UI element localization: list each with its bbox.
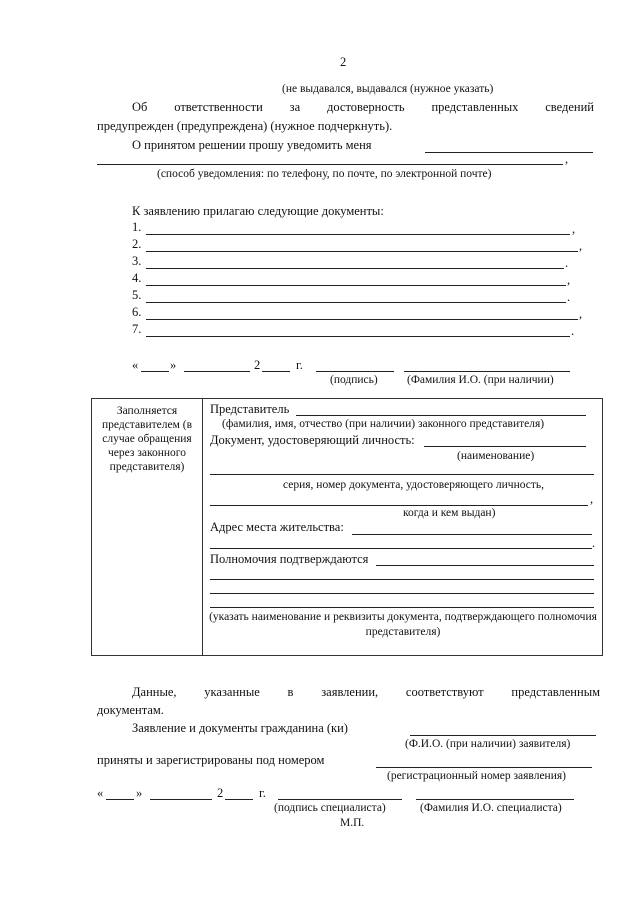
attachment-field-2[interactable] <box>146 251 578 252</box>
representative-box-note: Заполняется представителем (в случае обращения через законного представителя) <box>101 405 193 473</box>
page-number: 2 <box>340 55 347 69</box>
attachment-end-5: . <box>567 290 571 304</box>
notify-end-comma: , <box>565 152 569 166</box>
date-year-prefix: 2 <box>254 358 261 372</box>
stamp-label: М.П. <box>340 817 365 829</box>
authority-field[interactable] <box>376 565 594 566</box>
applicant-name-field[interactable] <box>404 371 570 372</box>
rep-hint: (фамилия, имя, отчество (при наличии) законного представителя) <box>222 418 545 430</box>
application-label: Заявление и документы гражданина (ки) <box>132 721 348 735</box>
doc-series-field[interactable] <box>210 474 594 475</box>
responsibility-line-1: Об ответственности за достоверность представленных сведений <box>132 100 594 114</box>
date-close-quote: » <box>170 358 177 372</box>
attachment-field-4[interactable] <box>146 285 566 286</box>
date-open-quote: « <box>132 358 139 372</box>
attachment-num-7: 7. <box>132 322 142 336</box>
notify-hint: (способ уведомления: по телефону, по почте, по электронной почте) <box>157 168 492 180</box>
doc-issued-field[interactable] <box>210 505 588 506</box>
spec-date-year-prefix: 2 <box>217 786 224 800</box>
attachment-field-5[interactable] <box>146 302 566 303</box>
spec-date-month-field[interactable] <box>150 799 212 800</box>
specialist-signature-label: (подпись специалиста) <box>274 802 386 814</box>
spec-date-year-suffix: г. <box>259 786 266 800</box>
attachment-num-3: 3. <box>132 254 142 268</box>
attachment-end-7: . <box>571 324 575 338</box>
registration-number-field[interactable] <box>376 767 592 768</box>
verification-line-2: документам. <box>97 703 164 717</box>
attachment-num-2: 2. <box>132 237 142 251</box>
name-label: (Фамилия И.О. (при наличии) <box>407 374 554 386</box>
date-day-field[interactable] <box>141 371 169 372</box>
specialist-signature-field[interactable] <box>278 799 402 800</box>
notify-method-field-continued[interactable] <box>97 164 563 165</box>
attachment-end-4: , <box>567 273 571 287</box>
registration-hint: (регистрационный номер заявления) <box>387 770 566 782</box>
address-field-continued[interactable] <box>210 548 592 549</box>
address-field[interactable] <box>352 534 592 535</box>
authority-label: Полномочия подтверждаются <box>210 552 369 566</box>
attachment-num-6: 6. <box>132 305 142 319</box>
address-end: . <box>592 536 596 550</box>
attachment-field-6[interactable] <box>146 319 578 320</box>
attachments-heading: К заявлению прилагаю следующие документы: <box>132 204 384 218</box>
rep-label: Представитель <box>210 402 290 416</box>
spec-date-close-quote: » <box>136 786 143 800</box>
date-month-field[interactable] <box>184 371 250 372</box>
date-year-suffix: г. <box>296 358 303 372</box>
issued-hint: когда и кем выдан) <box>403 507 496 519</box>
representative-box-divider <box>202 398 203 656</box>
doc-hint: (наименование) <box>457 450 535 462</box>
attachment-field-3[interactable] <box>146 268 564 269</box>
attachment-end-1: , <box>572 222 576 236</box>
authority-field-2[interactable] <box>210 579 594 580</box>
date-year-field[interactable] <box>262 371 290 372</box>
signature-label: (подпись) <box>330 374 378 386</box>
authority-hint: (указать наименование и реквизиты документа, подтверждающего полномочия представителя) <box>209 611 597 638</box>
series-hint: серия, номер документа, удостоверяющего личность, <box>283 479 545 491</box>
attachment-end-3: . <box>565 256 569 270</box>
series-end-comma: , <box>590 492 594 506</box>
authority-field-4[interactable] <box>210 607 594 608</box>
attachment-num-1: 1. <box>132 220 142 234</box>
specialist-name-field[interactable] <box>416 799 574 800</box>
spec-date-open-quote: « <box>97 786 104 800</box>
attachment-num-4: 4. <box>132 271 142 285</box>
attachment-num-5: 5. <box>132 288 142 302</box>
responsibility-line-2: предупрежден (предупреждена) (нужное подчеркнуть). <box>97 119 393 133</box>
attachment-field-1[interactable] <box>146 234 570 235</box>
attachment-end-6: , <box>579 307 583 321</box>
notify-label: О принятом решении прошу уведомить меня <box>132 138 372 152</box>
address-label: Адрес места жительства: <box>210 520 344 534</box>
registration-label: приняты и зарегистрированы под номером <box>97 753 325 767</box>
verification-line-1: Данные, указанные в заявлении, соответствуют представленным <box>132 685 600 699</box>
rep-name-field[interactable] <box>296 415 586 416</box>
spec-date-day-field[interactable] <box>106 799 134 800</box>
doc-label: Документ, удостоверяющий личность: <box>210 433 415 447</box>
application-hint: (Ф.И.О. (при наличии) заявителя) <box>405 738 571 750</box>
issued-note: (не выдавался, выдавался (нужное указать) <box>282 83 494 95</box>
attachment-end-2: , <box>579 239 583 253</box>
specialist-name-label: (Фамилия И.О. специалиста) <box>420 802 562 814</box>
applicant-fio-field[interactable] <box>410 735 596 736</box>
authority-field-3[interactable] <box>210 593 594 594</box>
spec-date-year-field[interactable] <box>225 799 253 800</box>
attachment-field-7[interactable] <box>146 336 570 337</box>
applicant-signature-field[interactable] <box>316 371 394 372</box>
doc-name-field[interactable] <box>424 446 586 447</box>
